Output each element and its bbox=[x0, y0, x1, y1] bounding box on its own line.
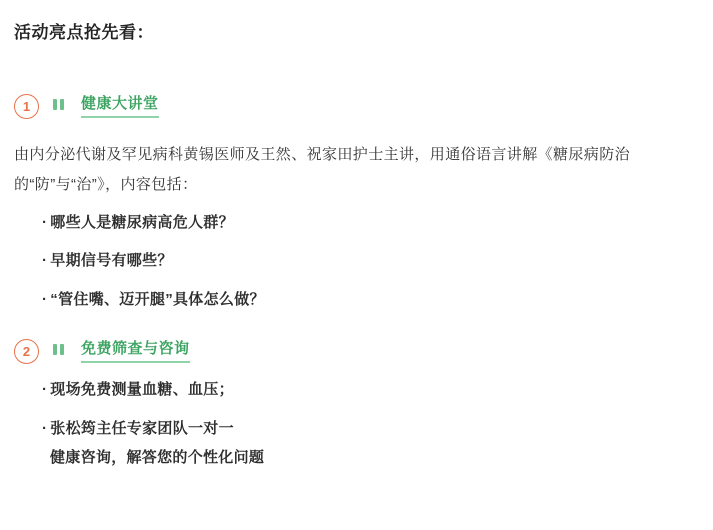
list-item bbox=[42, 250, 699, 272]
list-item-label: “管住嘴、迈开腿”具体怎么做？ bbox=[50, 291, 265, 308]
list-item-label: 现场免费测量血糖、血压； bbox=[50, 380, 234, 398]
section-bullet-list bbox=[14, 379, 699, 469]
list-item bbox=[42, 212, 699, 234]
list-item-label: 张松筠主任专家团队一对一 bbox=[50, 419, 234, 437]
section-number-badge: 2 bbox=[14, 339, 39, 364]
list-item bbox=[42, 418, 699, 440]
list-item bbox=[42, 379, 699, 401]
bullet-dot-icon: · bbox=[42, 213, 48, 231]
page-title: 活动亮点抢先看： bbox=[14, 23, 154, 42]
bullet-dot-icon: · bbox=[42, 419, 48, 437]
section-number-badge: 1 bbox=[14, 94, 39, 119]
section-header bbox=[14, 337, 699, 367]
section-title: 健康大讲堂 bbox=[81, 95, 159, 118]
section-title: 免费筛查与咨询 bbox=[81, 340, 190, 363]
section-header bbox=[14, 92, 699, 122]
bullet-dot-icon: · bbox=[42, 380, 48, 398]
section-bullet-list bbox=[14, 212, 699, 311]
quote-bars-icon bbox=[53, 344, 67, 355]
list-item-label: 哪些人是糖尿病高危人群？ bbox=[50, 213, 234, 231]
quote-bars-icon bbox=[53, 99, 67, 110]
bullet-dot-icon: · bbox=[42, 252, 48, 270]
list-item bbox=[42, 289, 699, 311]
list-item-label: 早期信号有哪些？ bbox=[50, 252, 173, 270]
section-free-screening bbox=[14, 337, 699, 469]
bullet-dot-icon: · bbox=[42, 291, 48, 308]
section-paragraph: 由内分泌代谢及罕见病科黄锡医师及王然、祝家田护士主讲，用通俗语言讲解《糖尿病防治的“防”与“治”》，内容包括： bbox=[14, 145, 631, 193]
list-item-continuation: 健康咨询，解答您的个性化问题 bbox=[50, 449, 265, 467]
section-health-lecture bbox=[14, 92, 699, 311]
